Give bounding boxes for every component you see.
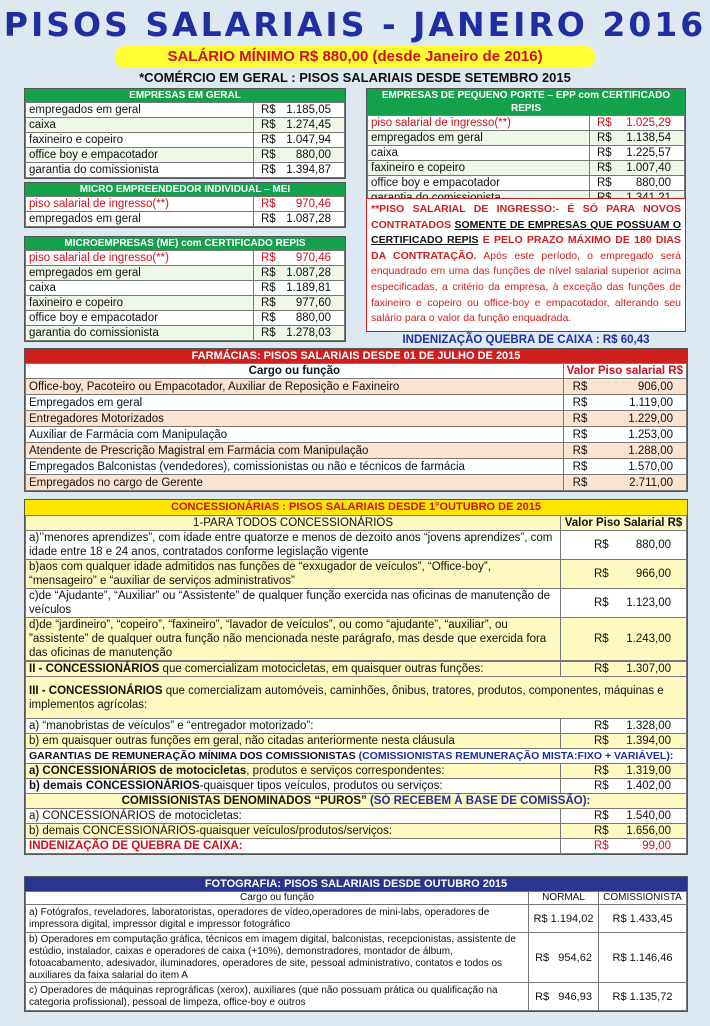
empresas-geral-title: EMPRESAS EM GERAL xyxy=(25,89,345,102)
table-row xyxy=(26,118,345,133)
garantias-b-value-cell xyxy=(561,779,687,794)
table-row xyxy=(26,266,345,281)
row-value xyxy=(563,379,686,395)
garantias-heading xyxy=(26,749,687,764)
garantias-blue: (COMISSIONISTAS REMUNERAÇÃO MISTA:FIXO + VARIÁVEL): xyxy=(355,750,674,762)
table-row xyxy=(26,933,687,983)
value: 1.189,81 xyxy=(286,281,331,294)
puros-b-value: 1.656,00 xyxy=(626,825,671,837)
table-row xyxy=(368,146,685,161)
table-row xyxy=(26,133,345,148)
currency: R$ xyxy=(594,840,609,852)
puros-a-value: 1.540,00 xyxy=(626,810,671,822)
value: 1.274,45 xyxy=(286,118,331,131)
value: 977,60 xyxy=(295,296,331,309)
concess-iii-b-value-cell xyxy=(561,734,687,749)
empresas-geral-table xyxy=(24,88,346,179)
currency: R$ xyxy=(261,133,276,146)
row-value xyxy=(563,443,686,459)
value: 880,00 xyxy=(635,176,671,189)
mei-table xyxy=(24,182,346,228)
currency: R$ xyxy=(261,197,276,210)
garantias-a-value-cell xyxy=(561,764,687,779)
row-label: Empregados em geral xyxy=(26,395,564,411)
farmacias-col-valor: Valor Piso salarial R$ xyxy=(563,364,686,379)
table-row xyxy=(26,411,687,427)
row-label: office boy e empacotador xyxy=(368,176,590,191)
row-value xyxy=(561,589,687,618)
row-label: caixa xyxy=(26,281,254,296)
table-row xyxy=(26,311,345,326)
currency: R$ xyxy=(572,428,588,441)
concess-ii-text: que comercializam motocicletas, em quaisquer outras funções: xyxy=(159,663,484,675)
farmacias-title: FARMÁCIAS: PISOS SALARIAIS DESDE 01 DE JULHO DE 2015 xyxy=(25,349,687,363)
epp-table xyxy=(366,88,686,207)
row-value xyxy=(563,427,686,443)
garantias-b-bold: b) demais CONCESSIONÁRIOS xyxy=(29,780,200,792)
concessionarias-title: CONCESSIONÁRIAS : PISOS SALARIAIS DESDE 1°OUTUBRO DE 2015 xyxy=(25,500,687,515)
value: 1.225,57 xyxy=(626,146,671,159)
row-value xyxy=(561,560,687,589)
row-label: empregados em geral xyxy=(26,103,254,118)
puros-a-value-cell xyxy=(561,809,687,824)
concess-ii-row xyxy=(26,662,561,677)
row-label: faxineiro e copeiro xyxy=(26,296,254,311)
concess-col-valor: Valor Piso Salarial R$ xyxy=(561,516,687,531)
row-label: empregados em geral xyxy=(26,266,254,281)
value: 1.025,29 xyxy=(626,116,671,129)
row-value xyxy=(590,131,685,146)
row-value xyxy=(254,266,345,281)
garantias-a-bold: a) CONCESSIONÁRIOS de motocicletas xyxy=(29,765,247,777)
currency: R$ xyxy=(594,720,609,732)
currency: R$ xyxy=(594,810,609,822)
puros-heading xyxy=(26,794,687,809)
table-row xyxy=(26,560,687,589)
minimum-wage-banner: SALÁRIO MÍNIMO R$ 880,00 (desde Janeiro de 2016) xyxy=(115,46,595,68)
row-label: a) Fotógrafos, reveladores, laboratoristas, operadores de vídeo,operadores de mini-labs, operadores de impressora digital, impressor digital e impressor fotográfico xyxy=(26,905,529,933)
table-row xyxy=(26,905,687,933)
puros-b: b) demais CONCESSIONÁRIOS-quaisquer veículos/produtos/serviços: xyxy=(26,824,561,839)
currency: R$ xyxy=(261,212,276,225)
currency: R$ xyxy=(261,296,276,309)
row-value xyxy=(590,176,685,191)
row-label: a)’’menores aprendizes”, com idade entre quatorze e menos de dezoito anos “jovens aprendizes”, com idade entre 18 e 24 anos, contratados conforme legislação vigente xyxy=(26,531,561,560)
me-table xyxy=(24,236,346,342)
row-label: c) Operadores de máquinas reprográficas (xerox), auxiliares (que não possuam prática ou qualificação na categoria profissional), pessoal de limpeza, office-boy e outros xyxy=(26,983,529,1011)
value: 1.047,94 xyxy=(286,133,331,146)
concess-iii-row xyxy=(26,677,687,719)
row-comissionista: R$ 1.135,72 xyxy=(599,983,687,1011)
table-row xyxy=(26,281,345,296)
value: 966,00 xyxy=(635,568,671,580)
currency: R$ xyxy=(572,396,588,409)
row-value xyxy=(254,251,345,266)
row-label: garantia do comissionista xyxy=(26,163,254,178)
row-value xyxy=(561,531,687,560)
currency: R$ xyxy=(261,103,276,116)
puros-a: a) CONCESSIONÁRIOS de motocicletas: xyxy=(26,809,561,824)
currency: R$ xyxy=(594,735,609,747)
concess-indenizacao-value-cell xyxy=(561,839,687,854)
currency: R$ xyxy=(572,476,588,489)
table-row xyxy=(26,427,687,443)
row-value xyxy=(254,326,345,341)
ingresso-note xyxy=(366,198,686,332)
row-label: Entregadores Motorizados xyxy=(26,411,564,427)
row-comissionista: R$ 1.433,45 xyxy=(599,905,687,933)
table-row xyxy=(26,197,345,212)
value: 1.087,28 xyxy=(286,212,331,225)
table-row xyxy=(26,395,687,411)
table-row xyxy=(26,983,687,1011)
row-normal: R$ 1.194,02 xyxy=(529,905,599,933)
concess-indenizacao-value: 99,00 xyxy=(642,840,671,852)
table-row xyxy=(26,148,345,163)
currency: R$ xyxy=(261,266,276,279)
row-normal: R$ 946,93 xyxy=(529,983,599,1011)
currency: R$ xyxy=(594,663,609,675)
fotografia-section xyxy=(24,876,688,1012)
concess-col-cargo: 1-PARA TODOS CONCESSIONÁRIOS xyxy=(26,516,561,531)
row-normal: R$ 954,62 xyxy=(529,933,599,983)
currency: R$ xyxy=(261,326,276,339)
currency: R$ xyxy=(572,380,588,393)
value: 880,00 xyxy=(295,148,331,161)
table-row xyxy=(368,131,685,146)
concessionarias-section xyxy=(24,499,688,855)
currency: R$ xyxy=(572,444,588,457)
currency: R$ xyxy=(594,825,609,837)
note-part1: **PISO SALARIAL DE INGRESSO:- É SÓ PARA NOVOS CONTRATADOS xyxy=(371,203,681,231)
table-row xyxy=(26,459,687,475)
garantias-a-value: 1.319,00 xyxy=(626,765,671,777)
row-label: garantia do comissionista xyxy=(26,326,254,341)
row-value xyxy=(254,133,345,148)
currency: R$ xyxy=(594,539,609,551)
row-label: Office-boy, Pacoteiro ou Empacotador, Auxiliar de Reposição e Faxineiro xyxy=(26,379,564,395)
value: 970,46 xyxy=(295,197,331,210)
garantias-a xyxy=(26,764,561,779)
foto-col-normal: NORMAL xyxy=(529,892,599,905)
note-part4: Após este período, o empregado será enquadrado em uma das funções de nível salarial superior acima especificadas, a critério da empresa, à exceção das funções de faxineiro e copeiro ou office-boy e empacotador, alterando seu salário para o valor da função enquadrada. xyxy=(371,249,681,325)
concess-iii-a-value-cell xyxy=(561,719,687,734)
currency: R$ xyxy=(597,131,612,144)
note-part3: E PELO PRAZO MÁXIMO DE 180 DIAS DA CONTRATAÇÃO. xyxy=(371,234,681,262)
row-label: office boy e empacotador xyxy=(26,311,254,326)
row-label: Atendente de Prescrição Magistral em Farmácia com Manipulação xyxy=(26,443,564,459)
row-label: piso salarial de ingresso(**) xyxy=(26,197,254,212)
row-label: office boy e empacotador xyxy=(26,148,254,163)
farmacias-col-cargo: Cargo ou função xyxy=(26,364,564,379)
value: 1.087,28 xyxy=(286,266,331,279)
row-value xyxy=(563,475,686,491)
row-value xyxy=(254,148,345,163)
value: 880,00 xyxy=(635,539,671,551)
value: 880,00 xyxy=(295,311,331,324)
row-label: piso salarial de ingresso(**) xyxy=(368,116,590,131)
me-title: MICROEMPRESAS (ME) com CERTIFICADO REPIS xyxy=(25,237,345,250)
concess-iii-a-value: 1.328,00 xyxy=(626,720,671,732)
puros-blue: (SÓ RECEBEM À BASE DE COMISSÃO): xyxy=(366,795,591,807)
row-label: Empregados no cargo de Gerente xyxy=(26,475,564,491)
value: 1.138,54 xyxy=(626,131,671,144)
value: 1.007,40 xyxy=(626,161,671,174)
value: 1.288,00 xyxy=(628,444,673,457)
puros-b-value-cell xyxy=(561,824,687,839)
row-value xyxy=(561,618,687,661)
currency: R$ xyxy=(572,460,588,473)
value: 1.253,00 xyxy=(628,428,673,441)
row-value xyxy=(590,116,685,131)
row-label: faxineiro e copeiro xyxy=(368,161,590,176)
currency: R$ xyxy=(597,146,612,159)
currency: R$ xyxy=(594,633,609,645)
row-label: Auxiliar de Farmácia com Manipulação xyxy=(26,427,564,443)
row-value xyxy=(254,118,345,133)
currency: R$ xyxy=(261,148,276,161)
garantias-b-value: 1.402,00 xyxy=(626,780,671,792)
concess-ii-bold: II - CONCESSIONÁRIOS xyxy=(29,663,160,675)
fotografia-title: FOTOGRAFIA: PISOS SALARIAIS DESDE OUTUBRO 2015 xyxy=(25,877,687,891)
row-value xyxy=(254,296,345,311)
concess-iii-text: que comercializam automóveis, caminhões, ônibus, tratores, produtos, componentes, máquinas e implementos agrícolas: xyxy=(29,684,664,711)
currency: R$ xyxy=(572,412,588,425)
row-value xyxy=(254,197,345,212)
garantias-a-text: , produtos e serviços correspondentes: xyxy=(246,765,445,777)
indenizacao-caixa: INDENIZAÇÃO QUEBRA DE CAIXA : R$ 60,43 xyxy=(402,334,650,346)
currency: R$ xyxy=(594,597,609,609)
row-label: c)de “Ajudante”, “Auxiliar” ou “Assistente” de qualquer função exercida nas oficinas de manutenção de veículos xyxy=(26,589,561,618)
value: 970,46 xyxy=(295,251,331,264)
mei-title: MICRO EMPREENDEDOR INDIVIDUAL – MEI xyxy=(25,183,345,196)
row-value xyxy=(254,103,345,118)
row-label: empregados em geral xyxy=(368,131,590,146)
row-value xyxy=(563,411,686,427)
table-row xyxy=(26,475,687,491)
row-comissionista: R$ 1.146,46 xyxy=(599,933,687,983)
table-row xyxy=(26,531,687,560)
row-value xyxy=(254,281,345,296)
currency: R$ xyxy=(594,780,609,792)
concess-indenizacao: INDENIZAÇÃO DE QUEBRA DE CAIXA: xyxy=(26,839,561,854)
value: 1.123,00 xyxy=(626,597,671,609)
currency: R$ xyxy=(597,176,612,189)
table-row xyxy=(368,161,685,176)
farmacias-section xyxy=(24,348,688,492)
table-row xyxy=(26,251,345,266)
currency: R$ xyxy=(261,281,276,294)
row-label: faxineiro e copeiro xyxy=(26,133,254,148)
value: 1.243,00 xyxy=(626,633,671,645)
garantias-bold: GARANTIAS DE REMUNERAÇÃO MÍNIMA DOS COMISSIONISTAS xyxy=(29,750,356,762)
value: 1.394,87 xyxy=(286,163,331,176)
currency: R$ xyxy=(261,251,276,264)
foto-col-comissionista: COMISSIONISTA xyxy=(599,892,687,905)
concess-iii-b: b) em quaisquer outras funções em geral, não citadas anteriormente nesta cláusula xyxy=(26,734,561,749)
currency: R$ xyxy=(261,118,276,131)
row-value xyxy=(563,395,686,411)
comercio-heading: *COMÉRCIO EM GERAL : PISOS SALARIAIS DESDE SETEMBRO 2015 xyxy=(139,70,571,85)
row-value xyxy=(590,161,685,176)
puros-bold: COMISSIONISTAS DENOMINADOS “PUROS” xyxy=(121,795,367,807)
concess-iii-b-value: 1.394,00 xyxy=(626,735,671,747)
value: 2.711,00 xyxy=(629,476,673,489)
row-label: b)aos com qualquer idade admitidos nas funções de “exxugador de veículos”, “Office-boy”, “mensageiro” e “auxiliar de serviços administrativos” xyxy=(26,560,561,589)
note-part2: SOMENTE DE EMPRESAS QUE POSSUAM O CERTIFICADO REPIS xyxy=(371,218,681,247)
table-row xyxy=(26,443,687,459)
value: 1.278,03 xyxy=(286,326,331,339)
concess-ii-value-cell xyxy=(561,662,687,677)
value: 1.119,00 xyxy=(629,396,673,409)
epp-title: EMPRESAS DE PEQUENO PORTE – EPP com CERTIFICADO REPIS xyxy=(367,89,685,115)
row-value xyxy=(254,212,345,227)
row-value xyxy=(590,146,685,161)
currency: R$ xyxy=(594,765,609,777)
concess-iii-bold: III - CONCESSIONÁRIOS xyxy=(29,684,163,697)
foto-col-cargo: Cargo ou função xyxy=(26,892,529,905)
row-value xyxy=(563,459,686,475)
table-row xyxy=(26,296,345,311)
row-label: caixa xyxy=(368,146,590,161)
table-row xyxy=(26,618,687,661)
row-label: Empregados Balconistas (vendedores), comissionistas ou não e técnicos de farmácia xyxy=(26,459,564,475)
value: 906,00 xyxy=(637,380,673,393)
row-label: caixa xyxy=(26,118,254,133)
garantias-b-text: -quaisquer tipos veículos, produtos ou serviços: xyxy=(199,780,443,792)
row-label: empregados em geral xyxy=(26,212,254,227)
row-label: piso salarial de ingresso(**) xyxy=(26,251,254,266)
currency: R$ xyxy=(261,311,276,324)
concess-iii-a: a) “manobristas de veículos” e “entregador motorizado”: xyxy=(26,719,561,734)
table-row xyxy=(368,176,685,191)
table-row xyxy=(368,116,685,131)
table-row xyxy=(26,212,345,227)
concess-ii-value: 1.307,00 xyxy=(626,663,671,675)
currency: R$ xyxy=(597,161,612,174)
currency: R$ xyxy=(597,116,612,129)
row-label: d)de “jardineiro”, “copeiro”, “faxineiro”, “lavador de veículos”, ou como “ajudante”, “auxiliar”, ou ”assistente” de qualquer outra função não mencionada neste parágrafo, mas desde que exercida fora das oficinas de manutenção xyxy=(26,618,561,661)
currency: R$ xyxy=(261,163,276,176)
garantias-b xyxy=(26,779,561,794)
table-row xyxy=(26,103,345,118)
row-value xyxy=(254,311,345,326)
row-label: b) Operadores em computação gráfica, técnicos em imagem digital, balconistas, recepcionistas, assistente de estúdio, instalador, caixas e operadores de caixa (+10%), demonstradores, montador de álbum, fotoacabamento, adesivador, iluminadores, operadores de site, pessoal administrativo, contatos e todos os auxiliares da faixa salarial do item A xyxy=(26,933,529,983)
value: 1.229,00 xyxy=(628,412,673,425)
page-title: PISOS SALARIAIS - JANEIRO 2016 xyxy=(3,5,707,44)
table-row xyxy=(26,379,687,395)
table-row xyxy=(26,589,687,618)
row-value xyxy=(254,163,345,178)
table-row xyxy=(26,163,345,178)
currency: R$ xyxy=(594,568,609,580)
value: 1.185,05 xyxy=(286,103,331,116)
value: 1.570,00 xyxy=(628,460,673,473)
table-row xyxy=(26,326,345,341)
